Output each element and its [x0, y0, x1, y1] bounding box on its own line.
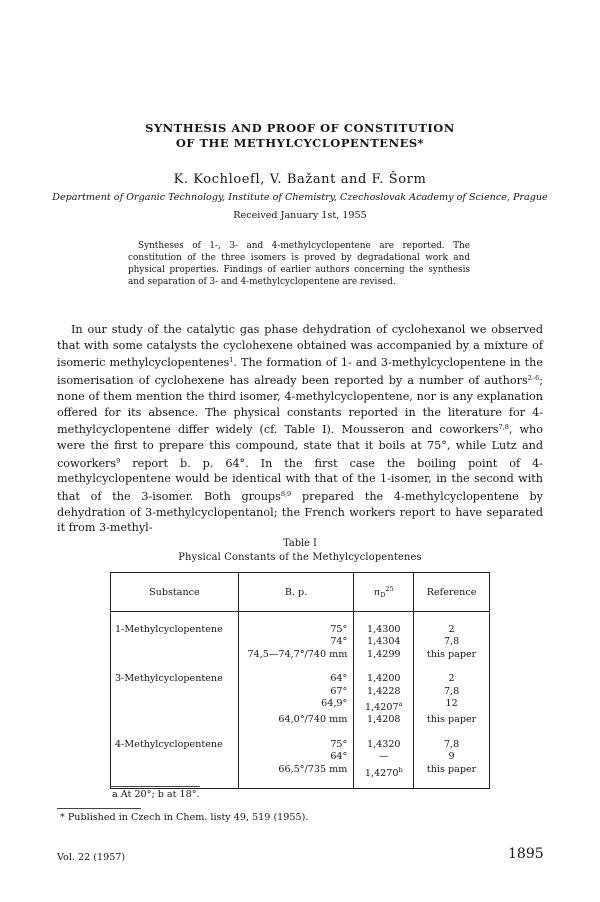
substance-cell: [111, 698, 239, 714]
boiling-point-cell: [238, 661, 354, 685]
col-header-substance: Substance: [111, 573, 239, 612]
citation: 8,9: [280, 490, 292, 499]
refractive-index-cell-text: 1,4207: [365, 702, 399, 714]
paper-title-line-2: OF THE METHYLCYCLOPENTENES*: [175, 136, 425, 150]
received-date: Received January 1st, 1955: [233, 210, 367, 221]
reference-cell: [414, 686, 490, 698]
boiling-point-cell: [238, 698, 354, 714]
reference-cell-text: 7,8: [443, 685, 460, 697]
boiling-point-cell-text: 64°: [330, 751, 348, 763]
reference-cell: [414, 636, 490, 648]
table-row: [111, 714, 490, 726]
footnote-rule: [57, 808, 141, 809]
refractive-index-cell-text: 1,4228: [366, 685, 401, 697]
body-text-segment: prepared the 4-methylcyclopentene by dehydration of 3-methylcyclopentanol; the French workers report to have separated it from 3-methyl-: [57, 490, 543, 535]
reference-cell: [414, 698, 490, 714]
refractive-index-cell-text: 1,4299: [366, 648, 401, 660]
boiling-point-cell: [238, 636, 354, 648]
boiling-point-cell-text: 67°: [330, 685, 348, 697]
body-text-segment: ; none of them mention the third isomer, 4-methylcyclopentene, nor is any explanation offered for its absence. The physical constants reported in the literature for 4-methylcyclopentene differ widely (cf. Table I). Mousseron and coworkers: [57, 374, 543, 437]
boiling-point-cell: [238, 612, 354, 637]
table-footnote-rule: [110, 786, 200, 787]
substance-cell: [111, 686, 239, 698]
substance-cell: [111, 714, 239, 726]
refractive-index-cell-text: 1,4200: [366, 673, 401, 685]
table-footnote: a At 20°; b at 18°.: [112, 789, 200, 800]
citation: 7,8: [498, 423, 509, 432]
reference-cell: [414, 727, 490, 751]
citation: 9: [116, 456, 121, 465]
page-number: 1895: [508, 846, 544, 862]
boiling-point-cell-text: 74°: [330, 636, 348, 648]
boiling-point-cell: [238, 686, 354, 698]
refractive-index-cell: [354, 698, 414, 714]
boiling-point-cell: [238, 751, 354, 763]
refractive-index-cell: [354, 686, 414, 698]
table-note-marker: b: [398, 765, 403, 774]
reference-cell-text: 7,8: [443, 738, 460, 750]
boiling-point-cell: [238, 649, 354, 661]
refractive-index-cell: [354, 636, 414, 648]
table-title: Table I: [283, 538, 317, 549]
col-header-refractive-index: [354, 573, 414, 612]
reference-cell-text: 7,8: [443, 636, 460, 648]
body-text-segment: . The formation of 1- and 3-methylcyclopentene in the isomerisation of cyclohexene has already been reported by a number of authors: [57, 356, 543, 388]
reference-cell-text: 12: [445, 698, 458, 710]
citation: 1: [229, 356, 234, 365]
col-header-reference: Reference: [414, 573, 490, 612]
table-row: [111, 698, 490, 714]
table-row: [111, 727, 490, 751]
substance-cell-text: 4-Methylcyclopentene: [115, 738, 223, 750]
col-header-bp: B. p.: [238, 573, 354, 612]
refractive-index-cell-text: 1,4304: [366, 636, 401, 648]
table-row: [111, 686, 490, 698]
refractive-index-cell: [354, 751, 414, 763]
substance-cell: [111, 612, 239, 637]
substance-cell: [111, 727, 239, 751]
substance-cell-text: 1-Methylcyclopentene: [115, 624, 223, 635]
reference-cell: [414, 714, 490, 726]
boiling-point-cell-text: 74,5—74,7°/740 mm: [247, 648, 348, 660]
table-caption: Physical Constants of the Methylcyclopentenes: [178, 552, 422, 563]
refractive-index-cell-text: 1,4300: [366, 624, 401, 635]
reference-cell: [414, 764, 490, 789]
refractive-index-cell: [354, 714, 414, 726]
n-symbol: n: [373, 587, 381, 598]
refractive-index-cell: [354, 661, 414, 685]
body-paragraph: [57, 322, 543, 536]
reference-cell-text: 2: [448, 673, 455, 685]
refractive-index-cell-text: —: [378, 751, 389, 763]
refractive-index-cell: [354, 764, 414, 789]
boiling-point-cell: [238, 714, 354, 726]
reference-cell: [414, 661, 490, 685]
body-text-segment: In our study of the catalytic gas phase dehydration of cyclohexanol we observed that with some catalysts the cyclohexene obtained was accompanied by a mixture of isomeric methylcyclopentenes: [57, 323, 543, 370]
table-note-marker: a: [398, 700, 403, 709]
boiling-point-cell-text: 64°: [330, 673, 348, 685]
substance-cell: [111, 661, 239, 685]
body-text-segment: , who were the first to prepare this compound, state that it boils at 75°, while Lutz and coworkers: [57, 423, 543, 470]
boiling-point-cell: [238, 764, 354, 789]
substance-cell: [111, 764, 239, 789]
refractive-index-cell: [354, 727, 414, 751]
table-row: [111, 751, 490, 763]
refractive-index-cell-text: 1,4270: [364, 767, 399, 779]
substance-cell: [111, 649, 239, 661]
body-text-segment: report b. p. 64°. In the first case the boiling point of 4-methylcyclopentene would be identical with that of the 1-isomer, in the second with that of the 3-isomer. Both groups: [57, 456, 543, 504]
page-footnote: * Published in Czech in Chem. listy 49, 519 (1955).: [60, 812, 309, 823]
refractive-index-cell-text: 1,4208: [366, 714, 401, 726]
reference-cell-text: 9: [448, 751, 455, 763]
reference-cell-text: this paper: [426, 648, 477, 660]
table-row: [111, 636, 490, 648]
boiling-point-cell-text: 64,9°: [321, 698, 348, 710]
boiling-point-cell-text: 75°: [330, 738, 348, 750]
refractive-index-cell: [354, 612, 414, 637]
substance-cell-text: 3-Methylcyclopentene: [115, 673, 223, 685]
boiling-point-cell-text: 66,5°/735 mm: [278, 763, 348, 775]
substance-cell: [111, 751, 239, 763]
table-header-row: [111, 573, 490, 612]
refractive-index-cell-text: 1,4320: [366, 738, 401, 750]
paper-title-line-1: SYNTHESIS AND PROOF OF CONSTITUTION: [145, 121, 455, 135]
physical-constants-table: [110, 572, 490, 789]
reference-cell-text: this paper: [426, 714, 477, 726]
boiling-point-cell-text: 64,0°/740 mm: [278, 714, 348, 726]
authors: K. Kochloefl, V. Bažant and F. Šorm: [173, 172, 427, 187]
reference-cell-text: 2: [448, 624, 455, 635]
table-row: [111, 661, 490, 685]
reference-cell-text: this paper: [426, 763, 477, 775]
abstract: Syntheses of 1-, 3- and 4-methylcyclopentene are reported. The constitution of the three isomers is proved by degradational work and physical properties. Findings of earlier authors concerning the synthesis and separation of 3- and 4-methylcyclopentene are revised.: [128, 241, 470, 287]
substance-cell: [111, 636, 239, 648]
n-superscript: 25: [385, 585, 394, 593]
department: Department of Organic Technology, Institute of Chemistry, Czechoslovak Academy of Science, Prague: [52, 192, 548, 203]
table-row: [111, 649, 490, 661]
boiling-point-cell-text: 75°: [330, 624, 348, 635]
reference-cell: [414, 751, 490, 763]
citation: 2–6: [527, 374, 540, 383]
boiling-point-cell: [238, 727, 354, 751]
reference-cell: [414, 612, 490, 637]
refractive-index-cell: [354, 649, 414, 661]
reference-cell: [414, 649, 490, 661]
volume-label: Vol. 22 (1957): [57, 852, 126, 863]
n-subscript: D: [380, 591, 386, 599]
table-row: [111, 764, 490, 789]
table-row: [111, 612, 490, 637]
